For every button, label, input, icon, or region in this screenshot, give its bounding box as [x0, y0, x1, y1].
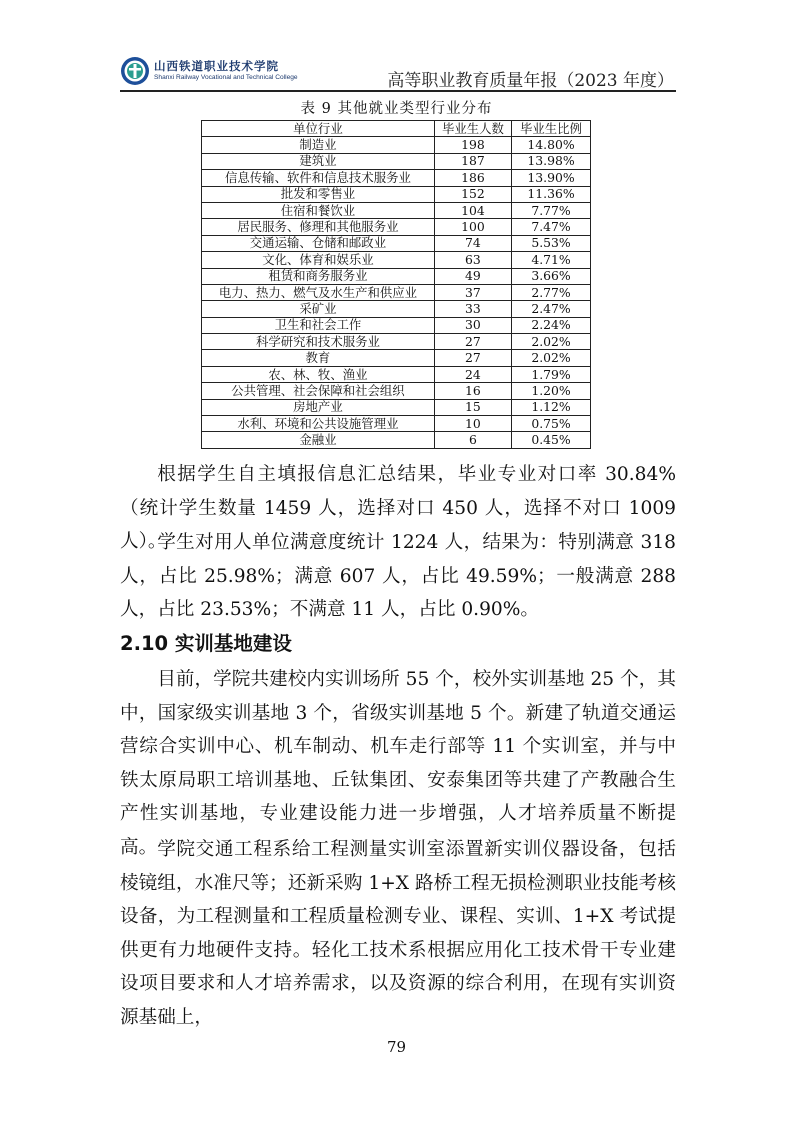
graduate-ratio-cell: 2.02% — [512, 350, 591, 366]
industry-cell: 批发和零售业 — [202, 186, 435, 202]
industry-cell: 信息传输、软件和信息技术服务业 — [202, 170, 435, 186]
graduate-ratio-cell: 1.79% — [512, 366, 591, 382]
graduate-count-cell: 33 — [434, 301, 511, 317]
graduate-count-cell: 24 — [434, 366, 511, 382]
industry-cell: 文化、体育和娱乐业 — [202, 252, 435, 268]
graduate-ratio-cell: 11.36% — [512, 186, 591, 202]
table-row — [202, 432, 591, 448]
graduate-count-cell: 37 — [434, 284, 511, 300]
graduate-count-cell: 186 — [434, 170, 511, 186]
graduate-ratio-cell: 1.12% — [512, 399, 591, 415]
school-name-en: Shanxi Railway Vocational and Technical College — [154, 74, 298, 81]
section-heading: 2.10 实训基地建设 — [120, 632, 292, 655]
graduate-count-cell: 100 — [434, 219, 511, 235]
industry-distribution-table — [201, 120, 591, 449]
table-row — [202, 202, 591, 218]
table-row — [202, 137, 591, 153]
table-header-row — [202, 121, 591, 137]
table-row — [202, 252, 591, 268]
industry-cell: 交通运输、仓储和邮政业 — [202, 235, 435, 251]
table-row — [202, 219, 591, 235]
column-header: 毕业生比例 — [512, 121, 591, 137]
graduate-count-cell: 16 — [434, 383, 511, 399]
table-row — [202, 153, 591, 169]
page-number: 79 — [386, 1038, 407, 1056]
graduate-ratio-cell: 1.20% — [512, 383, 591, 399]
graduate-count-cell: 27 — [434, 334, 511, 350]
graduate-ratio-cell: 0.45% — [512, 432, 591, 448]
report-title: 高等职业教育质量年报（2023 年度） — [387, 71, 674, 91]
industry-cell: 金融业 — [202, 432, 435, 448]
graduate-count-cell: 10 — [434, 416, 511, 432]
table-caption: 表 9 其他就业类型行业分布 — [300, 101, 493, 117]
industry-cell: 采矿业 — [202, 301, 435, 317]
industry-cell: 住宿和餐饮业 — [202, 202, 435, 218]
industry-cell: 租赁和商务服务业 — [202, 268, 435, 284]
industry-cell: 制造业 — [202, 137, 435, 153]
table-row — [202, 366, 591, 382]
industry-cell: 电力、热力、燃气及水生产和供应业 — [202, 284, 435, 300]
table-row — [202, 350, 591, 366]
paragraph-major-match: 根据学生自主填报信息汇总结果，毕业专业对口率 30.84%（统计学生数量 1459 人，选择对口 450 人，选择不对口 1009 人）。 — [120, 464, 676, 553]
graduate-count-cell: 49 — [434, 268, 511, 284]
graduate-ratio-cell: 5.53% — [512, 235, 591, 251]
page-header — [120, 54, 676, 92]
industry-cell: 房地产业 — [202, 399, 435, 415]
school-logo-icon — [120, 56, 150, 86]
industry-cell: 建筑业 — [202, 153, 435, 169]
graduate-ratio-cell: 3.66% — [512, 268, 591, 284]
table-row — [202, 334, 591, 350]
graduate-count-cell: 15 — [434, 399, 511, 415]
paragraph-equipment: 学院交通工程系给工程测量实训室添置新实训仪器设备，包括棱镜组，水准尺等；还新采购 1+X 路桥工程无损检测职业技能考核设备，为工程测量和工程质量检测专业、课程、实训、1+X 考试提供更有力地硬件支持。轻化工技术系根据应用化工技术骨干专业建设项目要求和人才培养需求，以及资源的综合利用，在现有实训资源基础上， — [120, 839, 676, 1028]
graduate-count-cell: 152 — [434, 186, 511, 202]
graduate-ratio-cell: 2.02% — [512, 334, 591, 350]
graduate-count-cell: 104 — [434, 202, 511, 218]
graduate-ratio-cell: 7.77% — [512, 202, 591, 218]
industry-cell: 居民服务、修理和其他服务业 — [202, 219, 435, 235]
paragraph-satisfaction: 学生对用人单位满意度统计 1224 人，结果为：特别满意 318 人，占比 25.98%；满意 607 人，占比 49.59%；一般满意 288 人，占比 23.53%；不满意 11 人，占比 0.90%。 — [120, 532, 676, 621]
table-row — [202, 399, 591, 415]
graduate-ratio-cell: 14.80% — [512, 137, 591, 153]
table-row — [202, 317, 591, 333]
table-row — [202, 268, 591, 284]
graduate-ratio-cell: 2.47% — [512, 301, 591, 317]
column-header: 单位行业 — [202, 121, 435, 137]
table-row — [202, 383, 591, 399]
industry-cell: 卫生和社会工作 — [202, 317, 435, 333]
graduate-count-cell: 198 — [434, 137, 511, 153]
graduate-ratio-cell: 2.77% — [512, 284, 591, 300]
graduate-ratio-cell: 2.24% — [512, 317, 591, 333]
table-row — [202, 284, 591, 300]
graduate-count-cell: 187 — [434, 153, 511, 169]
graduate-count-cell: 74 — [434, 235, 511, 251]
graduate-count-cell: 6 — [434, 432, 511, 448]
paragraph-training-base: 目前，学院共建校内实训场所 55 个，校外实训基地 25 个，其中，国家级实训基地 3 个，省级实训基地 5 个。新建了轨道交通运营综合实训中心、机车制动、机车走行部等 11 个实训室，并与中铁太原局职工培训基地、丘钛集团、安泰集团等共建了产教融合生产性实训基地，专业建设能力进一步增强，人才培养质量不断提高。 — [120, 669, 676, 858]
industry-cell: 农、林、牧、渔业 — [202, 366, 435, 382]
graduate-count-cell: 30 — [434, 317, 511, 333]
industry-cell: 科学研究和技术服务业 — [202, 334, 435, 350]
table-row — [202, 186, 591, 202]
industry-cell: 水利、环境和公共设施管理业 — [202, 416, 435, 432]
industry-cell: 公共管理、社会保障和社会组织 — [202, 383, 435, 399]
graduate-ratio-cell: 0.75% — [512, 416, 591, 432]
table-row — [202, 416, 591, 432]
table-row — [202, 170, 591, 186]
graduate-ratio-cell: 4.71% — [512, 252, 591, 268]
graduate-ratio-cell: 7.47% — [512, 219, 591, 235]
graduate-count-cell: 27 — [434, 350, 511, 366]
graduate-count-cell: 63 — [434, 252, 511, 268]
table-row — [202, 235, 591, 251]
graduate-ratio-cell: 13.98% — [512, 153, 591, 169]
industry-cell: 教育 — [202, 350, 435, 366]
school-name-cn: 山西铁道职业技术学院 — [154, 59, 279, 73]
column-header: 毕业生人数 — [434, 121, 511, 137]
graduate-ratio-cell: 13.90% — [512, 170, 591, 186]
table-row — [202, 301, 591, 317]
